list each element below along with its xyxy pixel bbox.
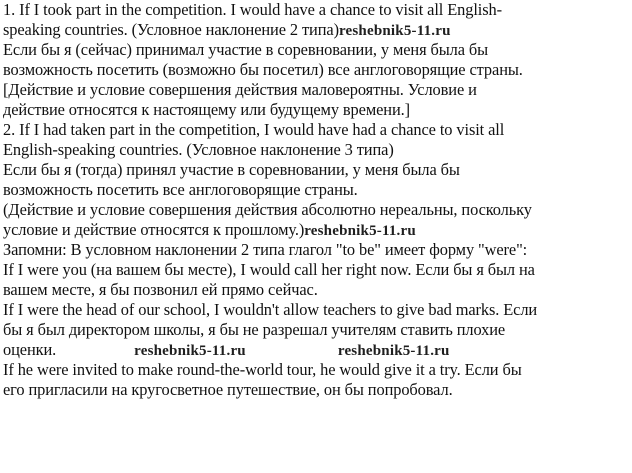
watermark: reshebnik5-11.ru: [338, 23, 451, 39]
line-text: Если бы я (сейчас) принимал участие в соревновании, у меня была бы: [3, 40, 489, 59]
line-text: действие относятся к настоящему или будущему времени.]: [3, 100, 410, 119]
line-text: speaking countries. (Условное наклонение 2 типа): [3, 20, 339, 39]
line-text: If I were the head of our school, I wouldn't allow teachers to give bad marks. Если: [3, 300, 538, 319]
line-text: вашем месте, я бы позвонил ей прямо сейчас.: [3, 280, 318, 299]
text-line: [3, 380, 629, 400]
text-line: [3, 200, 629, 220]
text-line: [3, 240, 629, 260]
text-line: [3, 360, 629, 380]
text-line: [3, 40, 629, 60]
text-line: [3, 80, 629, 100]
text-line: [3, 20, 629, 40]
line-text: [Действие и условие совершения действия маловероятны. Условие и: [3, 80, 477, 99]
line-text: оценки.: [3, 340, 57, 359]
document-text: [3, 0, 629, 400]
text-line: [3, 100, 629, 120]
watermark: reshebnik5-11.ru: [134, 343, 246, 359]
line-text: Если бы я (тогда) принял участие в соревновании, у меня была бы: [3, 160, 460, 179]
line-text: 1. If I took part in the competition. I would have a chance to visit all English-: [3, 0, 502, 19]
text-line: [3, 220, 629, 240]
watermark: reshebnik5-11.ru: [304, 223, 416, 239]
line-text: бы я был директором школы, я бы не разрешал учителям ставить плохие: [3, 320, 506, 339]
text-line: [3, 140, 629, 160]
line-text: возможность посетить все англоговорящие страны.: [3, 180, 358, 199]
text-line: [3, 160, 629, 180]
line-text: If he were invited to make round-the-world tour, he would give it a try. Если бы: [3, 360, 522, 379]
text-line: [3, 60, 629, 80]
line-text: 2. If I had taken part in the competition, I would have had a chance to visit all: [3, 120, 505, 139]
text-line: [3, 280, 629, 300]
line-text: условие и действие относятся к прошлому.): [3, 220, 305, 239]
line-text: его пригласили на кругосветное путешествие, он бы попробовал.: [3, 380, 453, 399]
text-line: [3, 120, 629, 140]
line-text: English-speaking countries. (Условное наклонение 3 типа): [3, 140, 394, 159]
text-line: [3, 260, 629, 280]
text-line: [3, 300, 629, 320]
line-text: возможность посетить (возможно бы посетил) все англоговорящие страны.: [3, 60, 523, 79]
text-line: [3, 0, 629, 20]
watermark: reshebnik5-11.ru: [337, 343, 450, 359]
text-line: [3, 340, 629, 360]
line-text: (Действие и условие совершения действия абсолютно нереальны, поскольку: [3, 200, 532, 219]
line-text: If I were you (на вашем бы месте), I would call her right now. Если бы я был на: [3, 260, 535, 279]
text-line: [3, 320, 629, 340]
text-line: [3, 180, 629, 200]
line-text: Запомни: В условном наклонении 2 типа глагол "to be" имеет форму "were":: [3, 240, 528, 259]
